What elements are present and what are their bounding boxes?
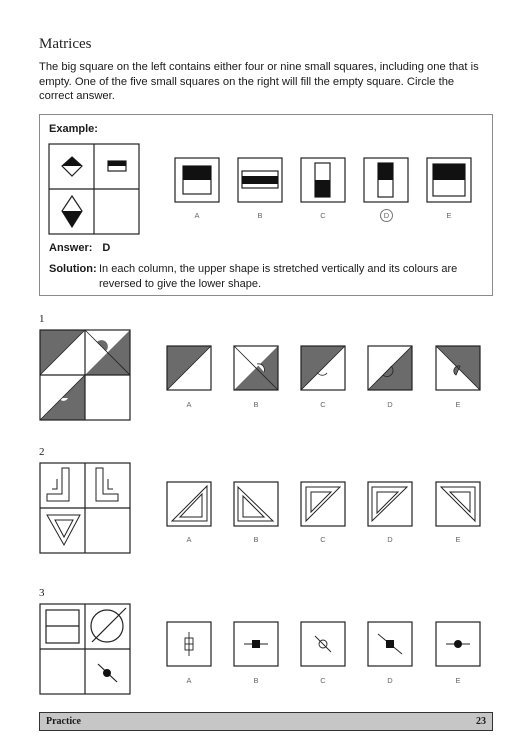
- q3-option-letter-b[interactable]: B: [253, 676, 259, 685]
- example-diamond-bottom: [62, 196, 82, 227]
- example-option-a: [175, 158, 219, 202]
- example-option-d: [364, 158, 408, 202]
- example-option-b: [238, 158, 282, 202]
- example-option-letter-c[interactable]: C: [320, 211, 326, 220]
- q2-option-letter-b[interactable]: B: [253, 535, 259, 544]
- q2-option-letter-d[interactable]: D: [387, 535, 393, 544]
- example-option-letter-d-circled[interactable]: D: [380, 209, 393, 222]
- answer-line: [49, 242, 110, 254]
- q2-matrix: [40, 463, 130, 553]
- q2-option-a: [167, 482, 211, 526]
- example-option-e: [427, 158, 471, 202]
- q2-option-e: [436, 482, 480, 526]
- footer-section-title: Practice: [46, 716, 81, 727]
- q3-option-d: [368, 622, 412, 666]
- question-number-3: 3: [39, 587, 45, 599]
- example-label: Example:: [49, 123, 98, 135]
- q1-option-letter-a[interactable]: A: [186, 400, 192, 409]
- answer-label: Answer:: [49, 242, 93, 254]
- q3-option-letter-e[interactable]: E: [455, 676, 461, 685]
- q3-option-letter-d[interactable]: D: [387, 676, 393, 685]
- solution-label: Solution:: [49, 263, 97, 275]
- q1-option-letter-b[interactable]: B: [253, 400, 259, 409]
- q3-option-e: [436, 622, 480, 666]
- q3-option-letter-c[interactable]: C: [320, 676, 326, 685]
- q3-option-c: [301, 622, 345, 666]
- q2-option-c: [301, 482, 345, 526]
- example-bar-top: [108, 161, 126, 171]
- q2-option-b: [234, 482, 278, 526]
- q3-option-a: [167, 622, 211, 666]
- example-option-letter-b[interactable]: B: [257, 211, 263, 220]
- footer-page-number: 23: [476, 716, 486, 727]
- section-heading: Matrices: [39, 36, 92, 52]
- solution-line: [49, 262, 479, 291]
- q3-option-b: [234, 622, 278, 666]
- example-matrix: [49, 144, 139, 234]
- instructions: The big square on the left contains either four or nine small squares, including one that is empty. One of the five small squares on the right will fill the empty square. Circle the correct answer.: [39, 61, 479, 103]
- example-diamond-top: [62, 157, 82, 176]
- question-number-2: 2: [39, 446, 45, 458]
- question-number-1: 1: [39, 313, 45, 325]
- q2-option-letter-c[interactable]: C: [320, 535, 326, 544]
- example-option-c: [301, 158, 345, 202]
- q1-option-letter-c[interactable]: C: [320, 400, 326, 409]
- answer-value: D: [102, 242, 111, 254]
- page-footer: [39, 712, 493, 731]
- solution-text: In each column, the upper shape is stretched vertically and its colours are reversed to give the lower shape.: [99, 263, 458, 290]
- q1-matrix: [40, 330, 130, 420]
- q1-option-d: [368, 346, 412, 390]
- q1-option-a: [167, 346, 211, 390]
- q1-option-c: [301, 346, 345, 390]
- q1-option-e: [436, 346, 480, 390]
- example-option-letter-e[interactable]: E: [446, 211, 452, 220]
- q2-option-letter-a[interactable]: A: [186, 535, 192, 544]
- q3-option-letter-a[interactable]: A: [186, 676, 192, 685]
- q1-option-letter-d[interactable]: D: [387, 400, 393, 409]
- example-option-letter-a[interactable]: A: [194, 211, 200, 220]
- q1-option-letter-e[interactable]: E: [455, 400, 461, 409]
- q3-matrix: [40, 604, 130, 694]
- q2-option-letter-e[interactable]: E: [455, 535, 461, 544]
- q1-option-b: [234, 346, 278, 390]
- q2-option-d: [368, 482, 412, 526]
